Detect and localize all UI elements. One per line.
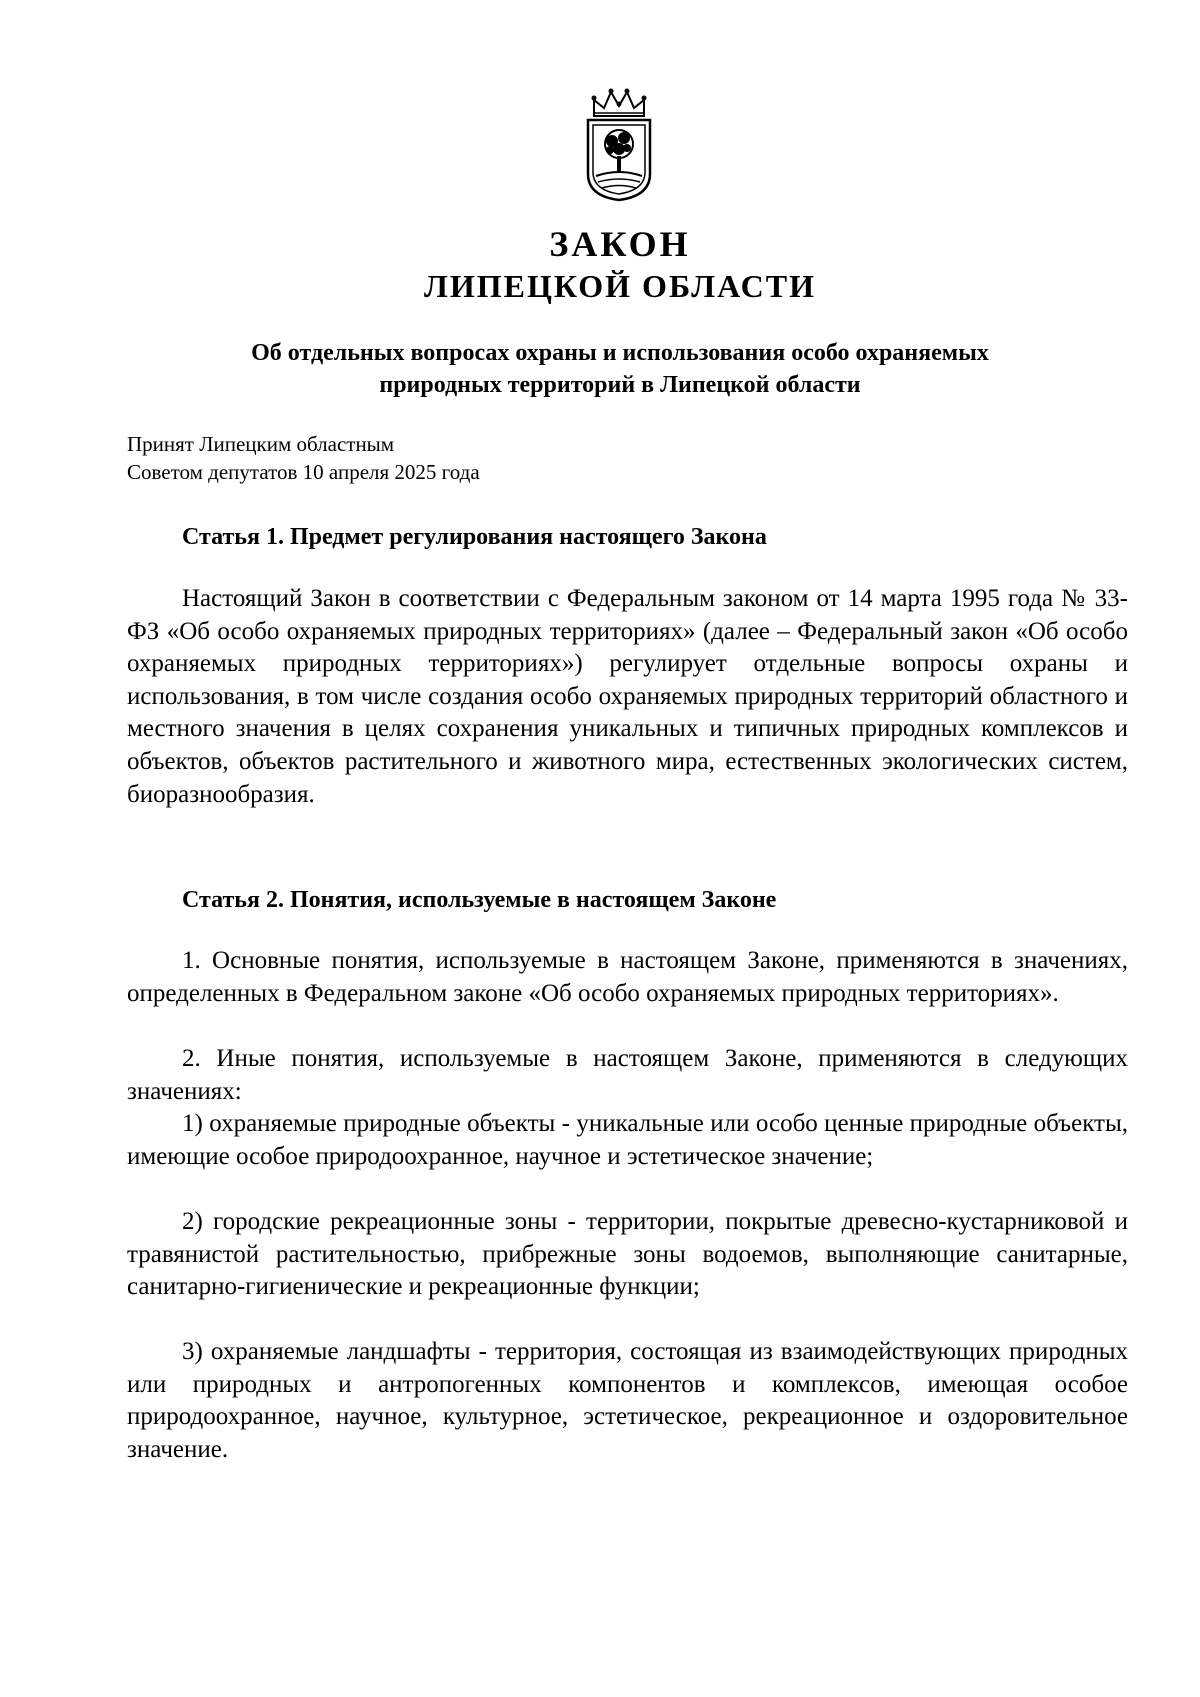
article-1-paragraph: Настоящий Закон в соответствии с Федеральным законом от 14 марта 1995 года № 33-ФЗ «Об особо охраняемых природных территориях» (далее – Федеральный закон «Об особо охраняемых природных территориях») регулирует отдельные вопросы охраны и использования, в том числе создания особо охраняемых природных территорий областного и местного значения в целях сохранения уникальных и типичных природных комплексов и объектов, объектов растительного и животного мира, естественных экологических систем, биоразнообразия.	[127, 585, 1128, 808]
coat-of-arms-icon	[580, 86, 658, 202]
law-title: ЗАКОН	[549, 224, 691, 264]
article-2-item-1: 1) охраняемые природные объекты - уникальные или особо ценные природные объекты, имеющие особое природоохранное, научное и эстетическое значение;	[127, 1110, 1128, 1170]
law-subject-line-2: природных территорий в Липецкой области	[379, 372, 861, 398]
law-subject-line-1: Об отдельных вопросах охраны и использования особо охраняемых	[251, 340, 989, 366]
law-region-title: ЛИПЕЦКОЙ ОБЛАСТИ	[424, 268, 816, 304]
article-2-heading: Статья 2. Понятия, используемые в настоящем Законе	[182, 887, 777, 913]
article-2-item-2: 2) городские рекреационные зоны - территории, покрытые древесно-кустарниковой и травянистой растительностью, прибрежные зоны водоемов, выполняющие санитарные, санитарно-гигиенические и рекреационные функции;	[127, 1208, 1128, 1301]
adoption-note-line-2: Советом депутатов 10 апреля 2025 года	[127, 460, 480, 484]
adoption-note-line-1: Принят Липецким областным	[127, 432, 395, 456]
article-2-item-3: 3) охраняемые ландшафты - территория, состоящая из взаимодействующих природных или природных и антропогенных компонентов и комплексов, имеющая особое природоохранное, научное, культурное, эстетическое, рекреационное и оздоровительное значение.	[127, 1338, 1128, 1463]
law-subject	[150, 337, 1090, 401]
adoption-note	[127, 430, 727, 486]
article-2-paragraph-2: 2. Иные понятия, используемые в настоящем Законе, применяются в следующих значениях:	[127, 1045, 1128, 1105]
article-1-heading: Статья 1. Предмет регулирования настоящего Закона	[182, 524, 767, 550]
article-2-paragraph-1: 1. Основные понятия, используемые в настоящем Законе, применяются в значениях, определенных в Федеральном законе «Об особо охраняемых природных территориях».	[127, 947, 1128, 1007]
